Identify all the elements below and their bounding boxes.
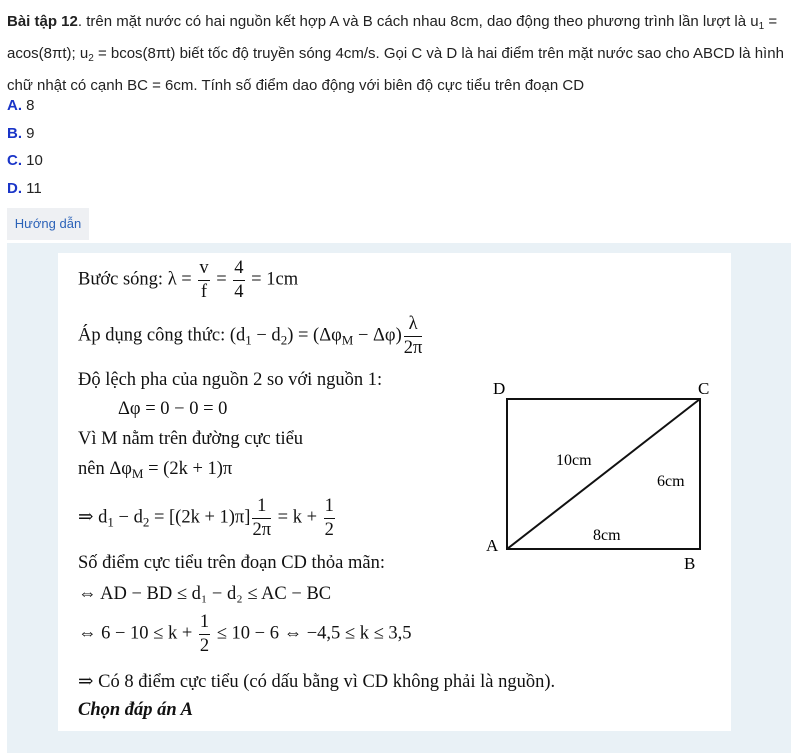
solution-image (58, 253, 731, 731)
label-d: D (493, 379, 506, 398)
question-part-1: . trên mặt nước có hai nguồn kết hợp A và B cách nhau 8cm, dao động theo phương trình lần lượt là u (77, 13, 759, 30)
question-text (7, 8, 793, 99)
answer-line: Chọn đáp án A (78, 700, 193, 720)
path-difference: ⇒ $d_1 - d_2 = [(2k + 1)\pi]$ $\frac{1}{2\pi}$ = k + $\frac{1}{2}$ (78, 496, 334, 540)
label-diagonal: 10cm (556, 452, 592, 469)
label-side: 6cm (657, 473, 685, 490)
question-part-3: = bcos(8πt) biết tốc độ truyền sóng 4cm/s. Gọi C và D là hai điểm trên mặt nước sao cho ABCD là hình chữ nhật có cạnh BC = 6cm. Tính số điểm dao động với biên độ cực tiểu trên đoạn CD (7, 45, 784, 94)
phase-diff-value: Δφ = 0 − 0 = 0 (118, 399, 228, 419)
wavelength-line: Bước sóng: λ = $\frac{v}{f}$ = $\frac{4}{4}$ = 1cm (78, 258, 299, 302)
minimum-line: Vì M nằm trên đường cực tiểu (78, 429, 304, 449)
answer-options (7, 92, 43, 202)
label-a: A (486, 536, 499, 555)
formula-line: Áp dụng công thức: $(d_1 - d_2) = (\Delta\varphi_M - \Delta\varphi)$ $\frac{\lambda}{2\pi}$ (78, 314, 423, 358)
label-b: B (684, 554, 696, 573)
question-part-2: = acos(8πt); u (7, 13, 778, 62)
option-a[interactable]: A. 8 (7, 97, 35, 114)
result-line: ⇒ Có 8 điểm cực tiểu (có dấu bằng vì CD không phải là nguồn). (78, 672, 556, 692)
phase-diff-title: Độ lệch pha của nguồn 2 so với nguồn 1: (78, 370, 383, 390)
option-b[interactable]: B. 9 (7, 124, 35, 142)
rectangle-figure (58, 253, 731, 731)
k-range-line: ⇔ 6 − 10 ≤ k + $\frac{1}{2}$ ≤ 10 − 6 ⇔ −4,5 ≤ k ≤ 3,5 (78, 612, 412, 656)
option-d[interactable]: D. 11 (7, 179, 42, 197)
option-c[interactable]: C. 10 (7, 152, 43, 169)
guide-tab[interactable]: Hướng dẫn (7, 208, 89, 240)
label-c: C (698, 379, 710, 398)
subscript-2: 2 (88, 53, 94, 64)
phase-condition: nên $\Delta\varphi_M = (2k + 1)\pi$ (78, 459, 233, 481)
inequality-line: ⇔ AD − BD ≤ d₁ − d₂ ≤ AC − BC (78, 584, 332, 604)
subscript-1: 1 (758, 21, 765, 32)
question-title: Bài tập 12 (7, 13, 78, 30)
count-condition: Số điểm cực tiểu trên đoạn CD thỏa mãn: (78, 553, 385, 573)
label-base: 8cm (593, 527, 621, 544)
